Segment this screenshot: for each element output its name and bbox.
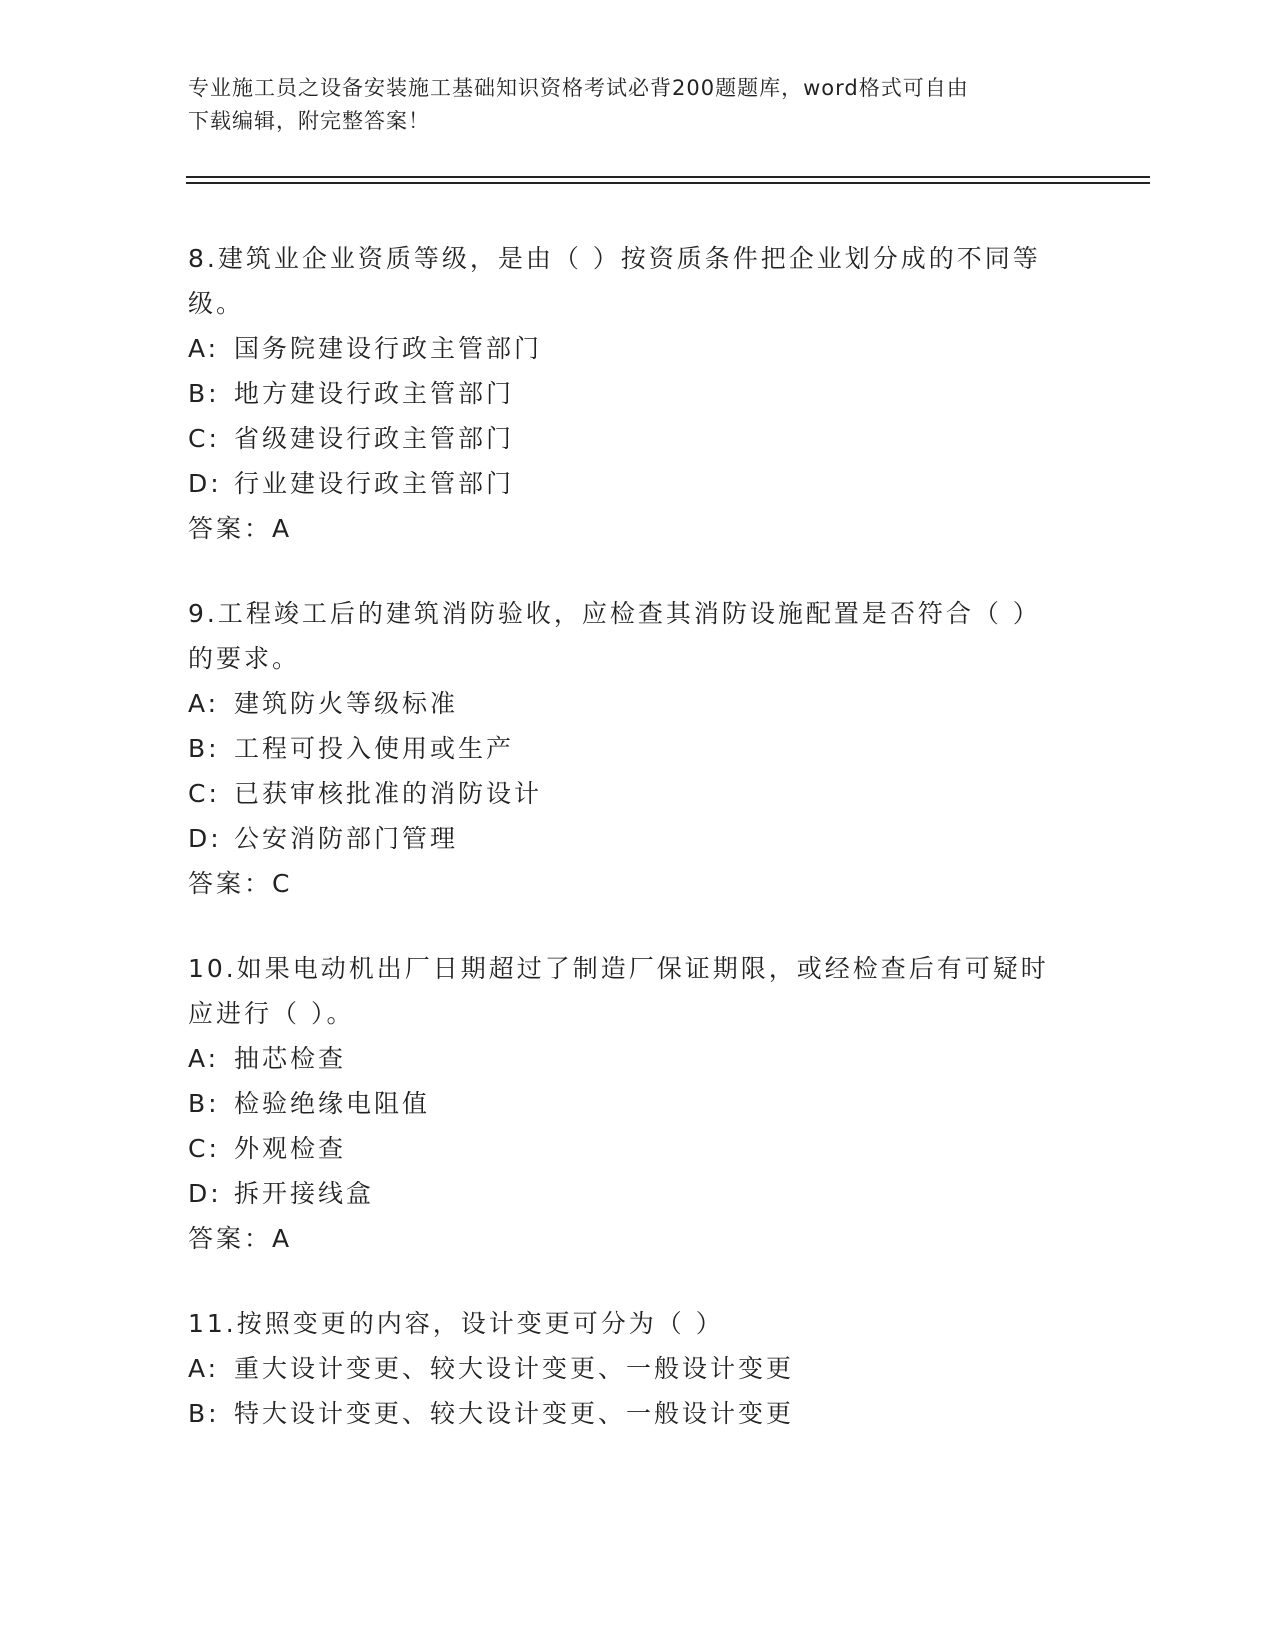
header-rule-bottom [186, 182, 1150, 184]
option-c [188, 771, 1088, 816]
option-a [188, 1346, 1088, 1391]
option-text: 行业建设行政主管部门 [234, 469, 515, 498]
header-line-2: 下载编辑，附完整答案！ [188, 109, 430, 133]
option-letter: C: [188, 1134, 220, 1163]
option-a [188, 1036, 1088, 1081]
question-stem-continued: 级。 [188, 289, 245, 318]
option-b [188, 1391, 1088, 1436]
option-text: 已获审核批准的消防设计 [234, 779, 543, 808]
option-c [188, 416, 1088, 461]
option-letter: C: [188, 424, 220, 453]
option-text: 特大设计变更、较大设计变更、一般设计变更 [234, 1399, 795, 1428]
option-text: 工程可投入使用或生产 [234, 734, 515, 763]
option-letter: D: [188, 1179, 222, 1208]
question-8 [188, 236, 1088, 551]
option-text: 抽芯检查 [234, 1044, 347, 1073]
question-11 [188, 1301, 1088, 1436]
question-stem-continued: 的要求。 [188, 644, 301, 673]
answer-line: 答案：A [188, 514, 293, 543]
option-letter: B: [188, 734, 220, 763]
option-letter: D: [188, 469, 222, 498]
option-b [188, 726, 1088, 771]
answer-line: 答案：A [188, 1224, 293, 1253]
option-letter: A: [188, 689, 220, 718]
option-text: 外观检查 [234, 1134, 347, 1163]
option-b [188, 371, 1088, 416]
question-10 [188, 946, 1088, 1261]
option-letter: D: [188, 824, 222, 853]
question-stem: 8.建筑业企业资质等级，是由（ ）按资质条件把企业划分成的不同等 [188, 244, 1041, 273]
question-stem-continued: 应进行（ ）。 [188, 999, 355, 1028]
question-stem: 11.按照变更的内容，设计变更可分为（ ） [188, 1309, 724, 1338]
option-a [188, 326, 1088, 371]
option-letter: C: [188, 779, 220, 808]
option-text: 地方建设行政主管部门 [234, 379, 515, 408]
option-letter: B: [188, 1089, 220, 1118]
option-text: 拆开接线盒 [234, 1179, 375, 1208]
option-b [188, 1081, 1088, 1126]
question-list [188, 236, 1088, 1476]
option-text: 建筑防火等级标准 [234, 689, 459, 718]
question-9 [188, 591, 1088, 906]
option-text: 检验绝缘电阻值 [234, 1089, 431, 1118]
option-letter: A: [188, 334, 220, 363]
document-header [188, 72, 1088, 138]
option-text: 重大设计变更、较大设计变更、一般设计变更 [234, 1354, 795, 1383]
option-c [188, 1126, 1088, 1171]
question-stem: 9.工程竣工后的建筑消防验收，应检查其消防设施配置是否符合（ ） [188, 599, 1041, 628]
option-letter: A: [188, 1354, 220, 1383]
option-d [188, 1171, 1088, 1216]
answer-line: 答案：C [188, 869, 293, 898]
option-text: 省级建设行政主管部门 [234, 424, 515, 453]
option-letter: B: [188, 379, 220, 408]
option-text: 国务院建设行政主管部门 [234, 334, 543, 363]
option-a [188, 681, 1088, 726]
option-d [188, 461, 1088, 506]
header-line-1: 专业施工员之设备安装施工基础知识资格考试必背200题题库，word格式可自由 [188, 76, 969, 100]
option-text: 公安消防部门管理 [234, 824, 459, 853]
header-rule-top [186, 176, 1150, 178]
question-stem: 10.如果电动机出厂日期超过了制造厂保证期限，或经检查后有可疑时 [188, 954, 1049, 983]
option-letter: A: [188, 1044, 220, 1073]
option-letter: B: [188, 1399, 220, 1428]
option-d [188, 816, 1088, 861]
